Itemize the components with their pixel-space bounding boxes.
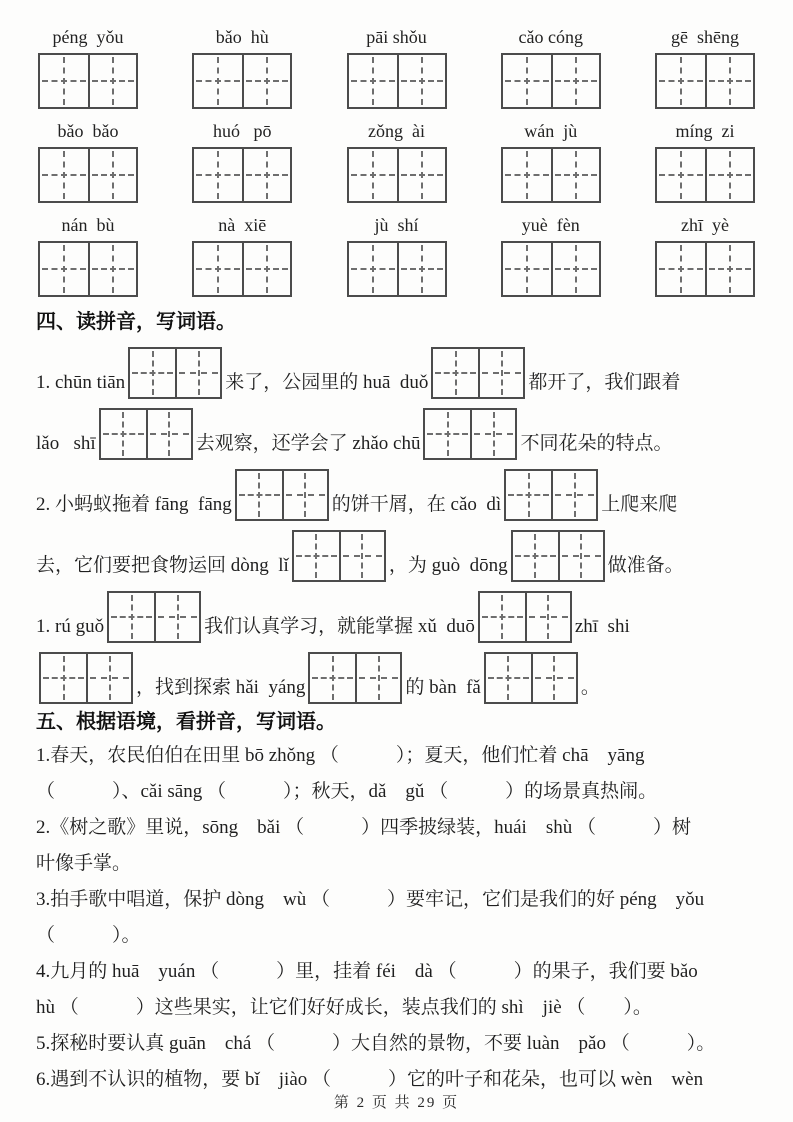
writing-grid-cell[interactable]	[513, 532, 558, 580]
fill-blank-line	[36, 643, 757, 704]
pinyin-word-item	[190, 26, 294, 109]
writing-grid-cell[interactable]	[88, 243, 136, 295]
pinyin-word-item	[345, 214, 449, 297]
line-text: 的 bàn fǎ	[405, 677, 481, 698]
writing-grid-cell[interactable]	[40, 243, 88, 295]
pinyin-label: yuè fèn	[521, 215, 580, 235]
pinyin-label: huó pō	[213, 121, 272, 141]
pinyin-label: bǎo hù	[215, 27, 269, 47]
pinyin-word-item	[499, 214, 603, 297]
writing-grid-cell[interactable]	[657, 149, 705, 201]
line-text: 来了，公园里的 huā duǒ	[225, 372, 429, 393]
pinyin-word-row	[36, 120, 757, 203]
writing-grid-cell[interactable]	[86, 654, 131, 702]
line-text: 都开了，我们跟着	[528, 372, 681, 393]
writing-grid[interactable]	[423, 408, 517, 460]
writing-grid-cell[interactable]	[101, 410, 146, 458]
writing-grid-cell[interactable]	[551, 243, 599, 295]
writing-grid-cell[interactable]	[88, 149, 136, 201]
writing-grid[interactable]	[128, 347, 222, 399]
context-line: hù （ ）这些果实，让它们好好成长，装点我们的 shì jiè （ ）。	[36, 997, 652, 1018]
line-text: ，找到探索 hǎi yáng	[136, 677, 306, 698]
context-line: （ ）。	[36, 925, 141, 946]
writing-grid[interactable]	[655, 53, 755, 109]
pinyin-word-item	[36, 120, 140, 203]
writing-grid-cell[interactable]	[503, 243, 551, 295]
pinyin-word-grid	[36, 26, 757, 297]
writing-grid[interactable]	[38, 147, 138, 203]
writing-grid-cell[interactable]	[355, 654, 400, 702]
line-text: 2. 小蚂蚁拖着 fāng fāng	[36, 494, 232, 515]
line-text: 不同花朵的特点。	[520, 433, 673, 454]
page-footer: 第 2 页 共 29 页	[333, 1095, 460, 1111]
writing-grid[interactable]	[308, 652, 402, 704]
writing-grid-cell[interactable]	[470, 410, 515, 458]
writing-grid-cell[interactable]	[242, 55, 290, 107]
pinyin-label: nà xiē	[218, 215, 267, 235]
pinyin-label: zhī yè	[681, 215, 729, 235]
pinyin-word-item	[36, 26, 140, 109]
writing-grid-cell[interactable]	[310, 654, 355, 702]
writing-grid-cell[interactable]	[194, 243, 242, 295]
writing-grid[interactable]	[501, 147, 601, 203]
line-text: lǎo shī	[36, 433, 96, 454]
writing-grid-cell[interactable]	[506, 471, 551, 519]
writing-grid-cell[interactable]	[551, 471, 596, 519]
writing-grid[interactable]	[484, 652, 578, 704]
context-line: 2.《树之歌》里说，sōng bǎi （ ）四季披绿装，huái shù （ ）树	[36, 817, 691, 838]
line-text: 做准备。	[607, 555, 684, 576]
pinyin-label: nán bù	[61, 215, 115, 235]
pinyin-word-item	[345, 120, 449, 203]
writing-grid[interactable]	[655, 147, 755, 203]
context-line: 3.拍手歌中唱道，保护 dòng wù （ ）要牢记，它们是我们的好 péng yǒu	[36, 889, 705, 910]
writing-grid[interactable]	[655, 241, 755, 297]
writing-grid-cell[interactable]	[194, 55, 242, 107]
line-text: 1. chūn tiān	[36, 372, 126, 393]
context-line: 1.春天，农民伯伯在田里 bō zhǒng （ ）；夏天，他们忙着 chā yāng	[36, 745, 645, 766]
writing-grid-cell[interactable]	[397, 55, 445, 107]
writing-grid-cell[interactable]	[397, 149, 445, 201]
writing-grid[interactable]	[192, 53, 292, 109]
writing-grid-cell[interactable]	[558, 532, 603, 580]
writing-grid-cell[interactable]	[425, 410, 470, 458]
writing-grid-cell[interactable]	[551, 149, 599, 201]
pinyin-word-item	[36, 214, 140, 297]
pinyin-word-item	[653, 26, 757, 109]
fill-blank-line	[36, 338, 757, 399]
fill-blank-line	[36, 582, 757, 643]
writing-grid-cell[interactable]	[146, 410, 191, 458]
line-text: zhī shi	[574, 616, 630, 637]
writing-grid[interactable]	[38, 241, 138, 297]
pinyin-word-row	[36, 26, 757, 109]
pinyin-label: cǎo cóng	[518, 27, 583, 47]
writing-grid-cell[interactable]	[551, 55, 599, 107]
pinyin-label: pāi shǒu	[366, 27, 427, 47]
writing-grid[interactable]	[431, 347, 525, 399]
pinyin-word-item	[653, 120, 757, 203]
pinyin-word-item	[653, 214, 757, 297]
writing-grid-cell[interactable]	[433, 349, 478, 397]
pinyin-label: zǒng ài	[368, 121, 425, 141]
line-text: 我们认真学习，就能掌握 xǔ duō	[204, 616, 475, 637]
context-line: 4.九月的 huā yuán （ ）里，挂着 féi dà （ ）的果子，我们要 bǎo	[36, 961, 698, 982]
pinyin-label: wán jù	[524, 121, 578, 141]
writing-grid[interactable]	[347, 147, 447, 203]
writing-grid-cell[interactable]	[40, 149, 88, 201]
context-line: 叶像手掌。	[36, 853, 132, 874]
pinyin-word-item	[190, 120, 294, 203]
writing-grid-cell[interactable]	[88, 55, 136, 107]
line-text: 去，它们要把食物运回 dòng lǐ	[36, 555, 289, 576]
line-text: 去观察，还学会了 zhǎo chū	[195, 433, 421, 454]
writing-grid[interactable]	[99, 408, 193, 460]
writing-grid-cell[interactable]	[705, 55, 753, 107]
writing-grid[interactable]	[235, 469, 329, 521]
pinyin-word-item	[499, 26, 603, 109]
writing-grid-cell[interactable]	[40, 55, 88, 107]
line-text: ，为 guò dōng	[388, 555, 508, 576]
line-text: 。	[580, 677, 600, 698]
writing-grid-cell[interactable]	[705, 149, 753, 201]
writing-grid-cell[interactable]	[486, 654, 531, 702]
context-line: 5.探秘时要认真 guān chá （ ）大自然的景物，不要 luàn pǎo （ ）。	[36, 1033, 716, 1054]
pinyin-word-row	[36, 214, 757, 297]
pinyin-label: jù shí	[374, 215, 419, 235]
writing-grid-cell[interactable]	[397, 243, 445, 295]
pinyin-label: míng zi	[675, 121, 735, 141]
context-line: （ ）、cǎi sāng （ ）；秋天，dǎ gǔ （ ）的场景真热闹。	[36, 781, 658, 802]
pinyin-label: péng yǒu	[52, 27, 124, 47]
writing-grid-cell[interactable]	[349, 243, 397, 295]
writing-grid-cell[interactable]	[705, 243, 753, 295]
writing-grid-cell[interactable]	[242, 149, 290, 201]
section4-lines	[36, 338, 757, 704]
writing-grid-cell[interactable]	[194, 149, 242, 201]
fill-blank-line	[36, 460, 757, 521]
section4-title: 四、读拼音，写词语。	[36, 311, 236, 333]
writing-grid-cell[interactable]	[478, 349, 523, 397]
writing-grid-cell[interactable]	[41, 654, 86, 702]
writing-grid-cell[interactable]	[282, 471, 327, 519]
writing-grid[interactable]	[107, 591, 201, 643]
writing-grid-cell[interactable]	[657, 243, 705, 295]
writing-grid-cell[interactable]	[531, 654, 576, 702]
writing-grid[interactable]	[501, 241, 601, 297]
writing-grid-cell[interactable]	[130, 349, 175, 397]
pinyin-word-item	[345, 26, 449, 109]
writing-grid-cell[interactable]	[480, 593, 525, 641]
writing-grid[interactable]	[192, 147, 292, 203]
pinyin-word-item	[499, 120, 603, 203]
writing-grid-cell[interactable]	[657, 55, 705, 107]
writing-grid-cell[interactable]	[109, 593, 154, 641]
section5-title: 五、根据语境，看拼音，写词语。	[36, 711, 336, 733]
section5-lines	[36, 738, 757, 1098]
writing-grid-cell[interactable]	[349, 149, 397, 201]
writing-grid-cell[interactable]	[175, 349, 220, 397]
writing-grid-cell[interactable]	[237, 471, 282, 519]
pinyin-label: bǎo bǎo	[57, 121, 119, 141]
writing-grid-cell[interactable]	[503, 55, 551, 107]
pinyin-label: gē shēng	[671, 27, 739, 47]
writing-grid[interactable]	[501, 53, 601, 109]
line-text: 上爬来爬	[601, 494, 678, 515]
line-text: 1. rú guǒ	[36, 616, 105, 637]
writing-grid[interactable]	[38, 53, 138, 109]
pinyin-word-item	[190, 214, 294, 297]
writing-grid[interactable]	[292, 530, 386, 582]
fill-blank-line	[36, 521, 757, 582]
line-text: 的饼干屑，在 cǎo dì	[331, 494, 502, 515]
context-line: 6.遇到不认识的植物，要 bǐ jiào （ ）它的叶子和花朵，也可以 wèn wèn	[36, 1069, 704, 1090]
writing-grid-cell[interactable]	[242, 243, 290, 295]
writing-grid[interactable]	[347, 241, 447, 297]
writing-grid[interactable]	[347, 53, 447, 109]
writing-grid-cell[interactable]	[503, 149, 551, 201]
writing-grid[interactable]	[39, 652, 133, 704]
writing-grid-cell[interactable]	[349, 55, 397, 107]
writing-grid[interactable]	[192, 241, 292, 297]
writing-grid[interactable]	[511, 530, 605, 582]
writing-grid[interactable]	[478, 591, 572, 643]
writing-grid[interactable]	[504, 469, 598, 521]
writing-grid-cell[interactable]	[525, 593, 570, 641]
writing-grid-cell[interactable]	[154, 593, 199, 641]
fill-blank-line	[36, 399, 757, 460]
writing-grid-cell[interactable]	[294, 532, 339, 580]
writing-grid-cell[interactable]	[339, 532, 384, 580]
